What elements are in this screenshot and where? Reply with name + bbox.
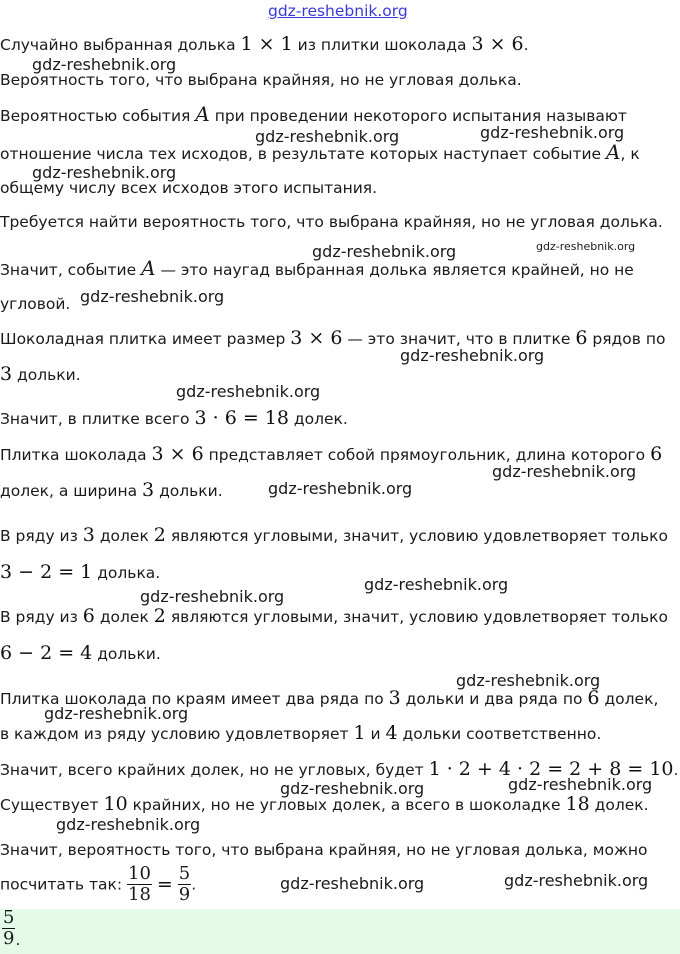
- fraction-10-18: [127, 864, 152, 905]
- text: и: [370, 725, 381, 743]
- math: 1: [353, 722, 366, 744]
- text: долек: [99, 527, 149, 545]
- math: 6: [650, 443, 663, 465]
- paragraph-14-line-2: [0, 862, 196, 906]
- paragraph-10-line-2: [0, 643, 161, 664]
- text: Существует: [0, 796, 99, 814]
- paragraph-13: [0, 794, 649, 815]
- text: в каждом из ряду условию удовлетворяет: [0, 725, 349, 743]
- watermark: gdz-reshebnik.org: [56, 815, 201, 834]
- fraction-numerator: 5: [178, 863, 191, 884]
- text: дольки.: [17, 366, 81, 384]
- paragraph-9-line-2: [0, 562, 160, 583]
- watermark: gdz-reshebnik.org: [536, 240, 636, 253]
- text: посчитать так:: [0, 875, 123, 894]
- math: 6: [587, 687, 600, 709]
- text: Вероятностью события: [0, 107, 191, 125]
- paragraph-8-line-2: [0, 480, 223, 501]
- text: крайних, но не угловых долек, а всего в шоколадке: [132, 796, 561, 814]
- watermark: gdz-reshebnik.org: [480, 123, 625, 142]
- math: 1 × 1: [240, 33, 293, 55]
- math: 2: [153, 524, 166, 546]
- math: 1 · 2 + 4 · 2 = 2 + 8 = 10: [428, 758, 674, 780]
- text: долька.: [97, 564, 161, 582]
- math: 6 − 2 = 4: [0, 642, 93, 664]
- text: — это значит, что в плитке: [347, 330, 571, 348]
- paragraph-14-line-1: Значит, вероятность того, что выбрана крайняя, но не угловая долька, можно: [0, 841, 648, 859]
- paragraph-6-line-2: [0, 364, 81, 385]
- math-var: A: [195, 102, 210, 126]
- answer-fraction: [2, 908, 15, 949]
- answer-box: [0, 909, 680, 954]
- paragraph-4: Требуется найти вероятность того, что выбрана крайняя, но не угловая долька.: [0, 213, 663, 231]
- math: 3 × 6: [151, 443, 204, 465]
- answer-value: [2, 908, 20, 949]
- fraction-numerator: 10: [128, 863, 151, 884]
- text: — это наугад выбранная долька является крайней, но не: [160, 261, 634, 279]
- text: Значит, событие: [0, 261, 137, 279]
- watermark: gdz-reshebnik.org: [280, 874, 425, 893]
- text: В ряду из: [0, 527, 78, 545]
- fraction-denominator: 9: [178, 884, 191, 905]
- text: являются угловыми, значит, условию удовлетворяет только: [170, 527, 668, 545]
- math: 6: [82, 605, 95, 627]
- watermark: gdz-reshebnik.org: [400, 346, 545, 365]
- text: долек: [99, 608, 149, 626]
- text: В ряду из: [0, 608, 78, 626]
- paragraph-11-line-2: [0, 723, 601, 744]
- watermark: gdz-reshebnik.org: [280, 779, 425, 798]
- text: дольки.: [97, 645, 161, 663]
- text: .: [523, 36, 529, 54]
- text: являются угловыми, значит, условию удовлетворяет только: [170, 608, 668, 626]
- text: из плитки шоколада: [297, 36, 467, 54]
- text: дольки соответственно.: [402, 725, 602, 743]
- math: 3: [142, 479, 155, 501]
- watermark: gdz-reshebnik.org: [44, 704, 189, 723]
- paragraph-7: [0, 408, 348, 429]
- fraction-numerator: 5: [3, 907, 15, 928]
- watermark: gdz-reshebnik.org: [504, 871, 649, 890]
- paragraph-10-line-1: [0, 606, 668, 627]
- watermark: gdz-reshebnik.org: [456, 671, 601, 690]
- text: Плитка шоколада по краям имеет два ряда по: [0, 690, 384, 708]
- paragraph-2: Вероятность того, что выбрана крайняя, но не угловая долька.: [0, 71, 522, 89]
- math: 18: [565, 793, 590, 815]
- watermark: gdz-reshebnik.org: [255, 127, 400, 146]
- text: дольки и два ряда по: [405, 690, 583, 708]
- paragraph-1: [0, 34, 529, 55]
- paragraph-3-line-3: общему числу всех исходов этого испытания.: [0, 179, 378, 197]
- math: 4: [385, 722, 398, 744]
- math: 3: [0, 363, 13, 385]
- text: представляет собой прямоугольник, длина которого: [208, 446, 646, 464]
- watermark: gdz-reshebnik.org: [268, 479, 413, 498]
- watermark: gdz-reshebnik.org: [176, 382, 321, 401]
- math: 2: [153, 605, 166, 627]
- text: отношение числа тех исходов, в результате которых наступает событие: [0, 145, 602, 163]
- text: при проведении некоторого испытания называют: [214, 107, 627, 125]
- paragraph-5-line-1: [0, 258, 634, 280]
- math-var: A: [606, 140, 621, 164]
- math: 3 × 6: [471, 33, 524, 55]
- text: .: [673, 761, 679, 779]
- math: 3: [82, 524, 95, 546]
- paragraph-6-line-1: [0, 328, 665, 349]
- fraction-denominator: 9: [3, 928, 15, 949]
- paragraph-5-line-2: угловой.: [0, 295, 71, 313]
- math: 10: [103, 793, 128, 815]
- text: долек,: [604, 690, 659, 708]
- fraction-denominator: 18: [128, 884, 151, 905]
- fraction-5-9: [178, 864, 191, 905]
- watermark: gdz-reshebnik.org: [492, 462, 637, 481]
- text: рядов по: [592, 330, 666, 348]
- text: Значит, всего крайних долек, но не угловых, будет: [0, 761, 424, 779]
- watermark: gdz-reshebnik.org: [80, 287, 225, 306]
- math: 3 · 6 = 18: [194, 407, 289, 429]
- text: .: [15, 931, 21, 949]
- text: Случайно выбранная долька: [0, 36, 236, 54]
- watermark: gdz-reshebnik.org: [140, 587, 285, 606]
- paragraph-9-line-1: [0, 525, 668, 546]
- watermark: gdz-reshebnik.org: [508, 775, 653, 794]
- text: дольки.: [159, 482, 223, 500]
- math: 3: [388, 687, 401, 709]
- text: .: [191, 875, 197, 894]
- watermark-link[interactable]: gdz-reshebnik.org: [268, 2, 408, 20]
- text: долек.: [293, 410, 348, 428]
- math: 3 − 2 = 1: [0, 561, 93, 583]
- text: Плитка шоколада: [0, 446, 147, 464]
- text: Шоколадная плитка имеет размер: [0, 330, 286, 348]
- paragraph-3-line-2: [0, 142, 640, 164]
- watermark: gdz-reshebnik.org: [312, 242, 457, 261]
- watermark: gdz-reshebnik.org: [32, 55, 177, 74]
- watermark: gdz-reshebnik.org: [32, 163, 177, 182]
- math: 6: [575, 327, 588, 349]
- text: долек, а ширина: [0, 482, 138, 500]
- watermark: gdz-reshebnik.org: [364, 575, 509, 594]
- math: =: [156, 873, 173, 896]
- text: Значит, в плитке всего: [0, 410, 190, 428]
- math-var: A: [141, 256, 156, 280]
- math: 3 × 6: [290, 327, 343, 349]
- text: долек.: [594, 796, 649, 814]
- text: , к: [620, 145, 640, 163]
